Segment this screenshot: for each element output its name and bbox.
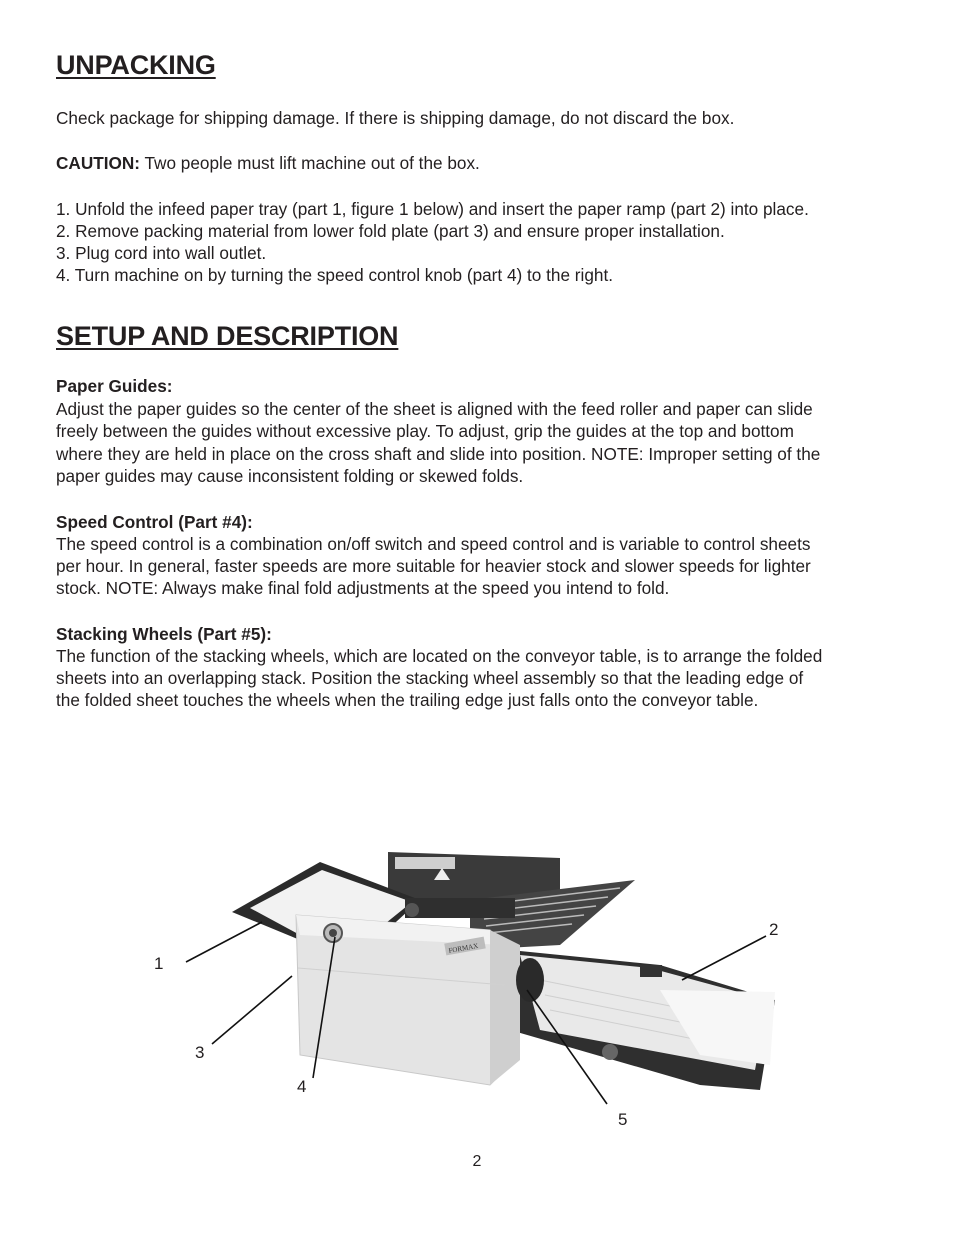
section-line: paper guides may cause inconsistent folding or skewed folds.	[56, 466, 524, 486]
section-line: Adjust the paper guides so the center of the sheet is aligned with the feed roller and paper can slide	[56, 399, 813, 419]
setup-heading: SETUP AND DESCRIPTION	[56, 321, 399, 351]
caution-text: Two people must lift machine out of the box.	[140, 153, 480, 173]
section-title-speed-control: Speed Control (Part #4):	[56, 512, 253, 532]
callout-label-3: 3	[195, 1043, 205, 1062]
section-line: The function of the stacking wheels, which are located on the conveyor table, is to arrange the folded	[56, 646, 823, 666]
unpacking-step: 3. Plug cord into wall outlet.	[56, 243, 267, 263]
unpacking-intro: Check package for shipping damage. If there is shipping damage, do not discard the box.	[56, 108, 735, 128]
feed-roller	[405, 898, 515, 918]
unpacking-step: 2. Remove packing material from lower fold plate (part 3) and ensure proper installation.	[56, 221, 725, 241]
callout-label-1: 1	[154, 954, 164, 973]
callout-label-2: 2	[769, 920, 779, 939]
machine-housing	[296, 915, 544, 1085]
caution-label: CAUTION:	[56, 153, 141, 173]
callout-label-4: 4	[297, 1077, 307, 1096]
conveyor-table	[510, 950, 775, 1090]
section-line: where they are held in place on the cross shaft and slide into position. NOTE: Improper setting of the	[56, 444, 821, 464]
page-number: 2	[472, 1153, 482, 1170]
section-line: stock. NOTE: Always make final fold adjustments at the speed you intend to fold.	[56, 578, 670, 598]
unpacking-step: 4. Turn machine on by turning the speed control knob (part 4) to the right.	[56, 265, 614, 285]
section-line: freely between the guides without excessive play. To adjust, grip the guides at the top and bottom	[56, 421, 794, 441]
section-line: sheets into an overlapping stack. Position the stacking wheel assembly so that the leading edge of	[56, 668, 804, 688]
unpacking-heading: UNPACKING	[56, 50, 216, 80]
section-line: the folded sheet touches the wheels when the trailing edge just falls onto the conveyor table.	[56, 690, 759, 710]
callout-label-5: 5	[618, 1110, 628, 1129]
section-title-paper-guides: Paper Guides:	[56, 376, 173, 396]
section-title-stacking-wheels: Stacking Wheels (Part #5):	[56, 624, 272, 644]
section-line: per hour. In general, faster speeds are more suitable for heavier stock and slower speeds for lighter	[56, 556, 811, 576]
section-line: The speed control is a combination on/off switch and speed control and is variable to control sheets	[56, 534, 811, 554]
brand-plate-label: FORMAX	[447, 941, 479, 955]
unpacking-step: 1. Unfold the infeed paper tray (part 1, figure 1 below) and insert the paper ramp (part 2) into place.	[56, 199, 809, 219]
